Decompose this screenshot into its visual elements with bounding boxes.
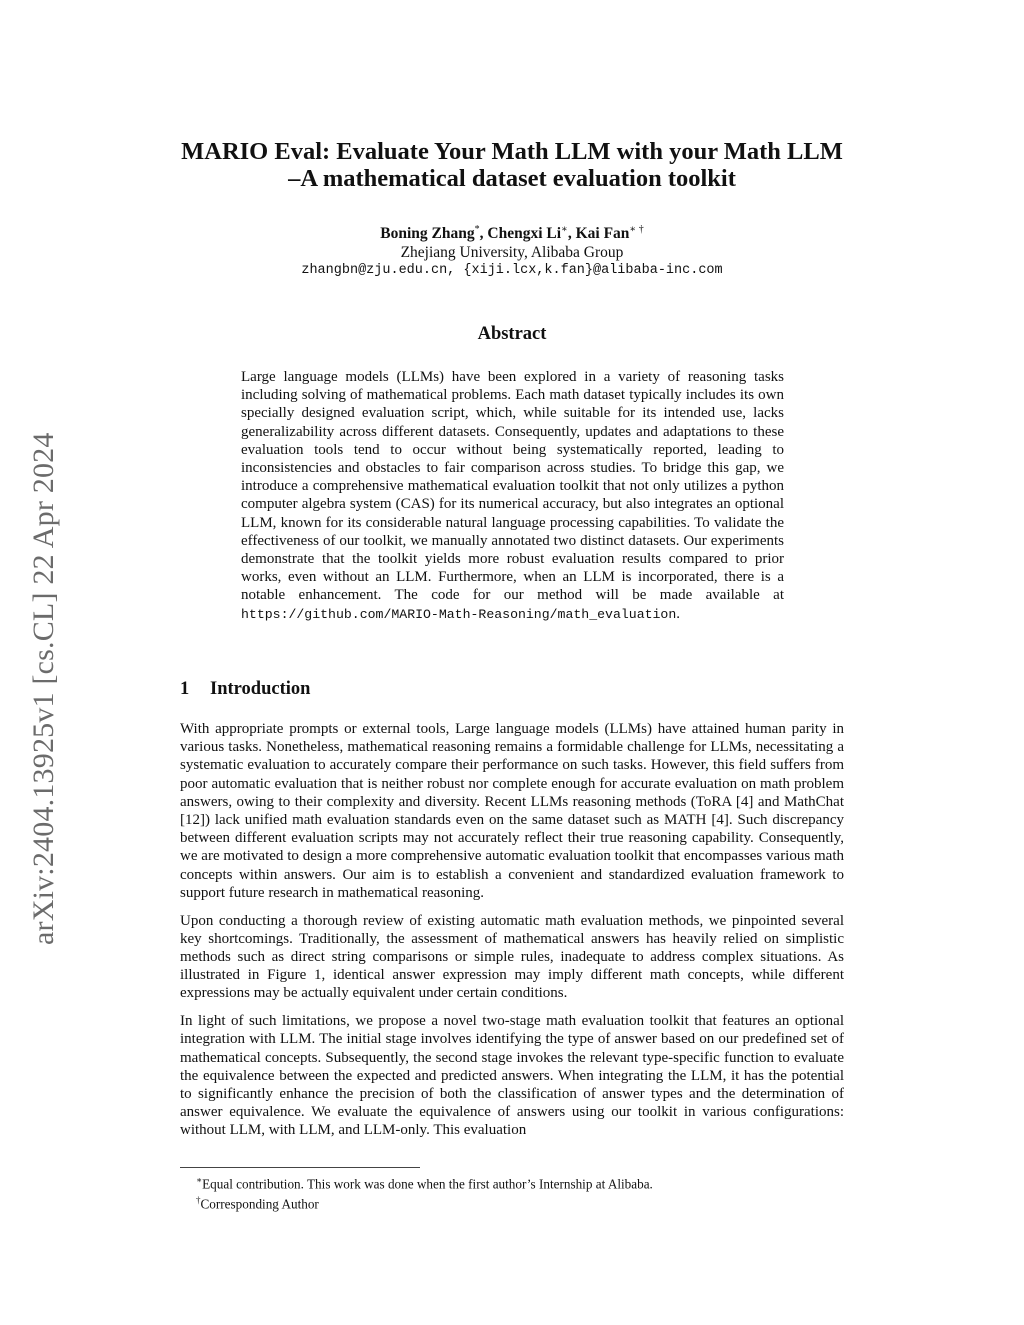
abstract-text: Large language models (LLMs) have been explored in a variety of reasoning tasks including solving of mathematical problems. Each math dataset typically includes its own specially designed evaluation script, which, while suitable for its intended use, lacks generalizability across different datasets. Consequently, updates and adaptations to these evaluation tools tend to occur without being systematically reported, leading to inconsistencies and obstacles to fair comparison across studies. To bridge this gap, we introduce a comprehensive mathematical evaluation toolkit that not only utilizes a python computer algebra system (CAS) for its numerical accuracy, but also integrates an optional LLM, known for its considerable natural language processing capabilities. To validate the effectiveness of our toolkit, we manually annotated two distinct datasets. Our experiments demonstrate that the toolkit yields more robust evaluation results compared to prior works, even without an LLM. Furthermore, when an LLM is incorporated, there is a notable enhancement. The code for our method will be made available at	[241, 369, 784, 604]
arxiv-identifier-stamp: arXiv:2404.13925v1 [cs.CL] 22 Apr 2024	[27, 432, 60, 945]
paper-title-line-2: –A mathematical dataset evaluation toolkit	[288, 165, 736, 192]
section-heading-introduction	[180, 678, 310, 700]
footnote-corresponding-author: †Corresponding Author	[196, 1195, 319, 1212]
abstract-heading: Abstract	[477, 324, 547, 344]
author-mark: ∗ †	[629, 224, 644, 235]
paragraph: In light of such limitations, we propose a novel two-stage math evaluation toolkit that features an optional integration with LLM. The initial stage involves identifying the type of answer based on our predefined set of mathematical concepts. Subsequently, the second stage invokes the relevant type-specific function to evaluate the equivalence between the expected and predicted answers. When integrating the LLM, it has the potential to significantly enhance the precision of both the classification of answer types and the determination of answer equivalence. We evaluate the equivalence of answers using our toolkit in various configurations: without LLM, with LLM, and LLM-only. This evaluation	[180, 1013, 844, 1139]
footnote-mark: †	[196, 1195, 201, 1206]
footnote-mark: ∗	[196, 1175, 203, 1185]
author-list: Boning Zhang*, Chengxi Li∗, Kai Fan∗ †	[380, 224, 644, 243]
footnote-divider	[180, 1167, 420, 1168]
code-url[interactable]: https://github.com/MARIO-Math-Reasoning/math_evaluation	[241, 606, 677, 622]
author-emails: zhangbn@zju.edu.cn, {xiji.lcx,k.fan}@alibaba-inc.com	[301, 263, 723, 279]
footnotes	[196, 1172, 653, 1213]
paper-title-line-1: MARIO Eval: Evaluate Your Math LLM with your Math LLM	[181, 138, 843, 165]
affiliation: Zhejiang University, Alibaba Group	[400, 243, 624, 261]
author-name: Kai Fan	[575, 225, 630, 243]
author-mark: ∗	[561, 224, 568, 235]
section-title: Introduction	[210, 679, 311, 699]
paper-title	[150, 138, 874, 192]
author-mark: *	[474, 224, 480, 235]
paragraph: Upon conducting a thorough review of existing automatic math evaluation methods, we pinpointed several key shortcomings. Traditionally, the assessment of mathematical answers has heavily relied on simplistic methods such as direct string comparisons or simple rules, inadequate to address complex situations. As illustrated in Figure 1, identical answer expression may imply different math concepts, while different expressions may be actually equivalent under certain conditions.	[180, 912, 844, 1002]
section-number: 1	[180, 679, 190, 699]
author-name: Boning Zhang	[380, 225, 475, 243]
author-block	[200, 221, 824, 281]
introduction-body	[180, 720, 844, 1149]
abstract-body: Large language models (LLMs) have been explored in a variety of reasoning tasks including solving of mathematical problems. Each math dataset typically includes its own specially designed evaluation script, which, while suitable for its intended use, lacks generalizability across different datasets. Consequently, updates and adaptations to these evaluation tools tend to occur without being systematically reported, leading to inconsistencies and obstacles to fair comparison across studies. To bridge this gap, we introduce a comprehensive mathematical evaluation toolkit that not only utilizes a python computer algebra system (CAS) for its numerical accuracy, but also integrates an optional LLM, known for its considerable natural language processing capabilities. To validate the effectiveness of our toolkit, we manually annotated two distinct datasets. Our experiments demonstrate that the toolkit yields more robust evaluation results compared to prior works, even without an LLM. Furthermore, when an LLM is incorporated, there is a notable enhancement. The code for our method will be made available at https://github.com/MARIO-Math-Reasoning/math_evaluation.	[241, 369, 784, 622]
paragraph: With appropriate prompts or external tools, Large language models (LLMs) have attained human parity in various tasks. Nonetheless, mathematical reasoning remains a formidable challenge for LLMs, necessitating a systematic evaluation to accurately compare their performance on such tasks. However, this field suffers from poor automatic evaluation that is neither robust nor complete enough for accurate evaluation on math problem answers, owing to their complexity and diversity. Recent LLMs reasoning methods (ToRA [4] and MathChat [12]) lack unified math evaluation standards even on the same dataset such as MATH [4]. Such discrepancy between different evaluation scripts may not accurately reflect their true reasoning capability. Consequently, we are motivated to design a more comprehensive automatic evaluation toolkit that encompasses various math concepts within answers. Our aim is to establish a convenient and standardized evaluation framework to support future research in mathematical reasoning.	[180, 721, 844, 901]
footnote-equal-contribution: ∗Equal contribution. This work was done when the first author’s Internship at Alibaba.	[196, 1175, 653, 1192]
author-name: Chengxi Li	[487, 225, 562, 243]
